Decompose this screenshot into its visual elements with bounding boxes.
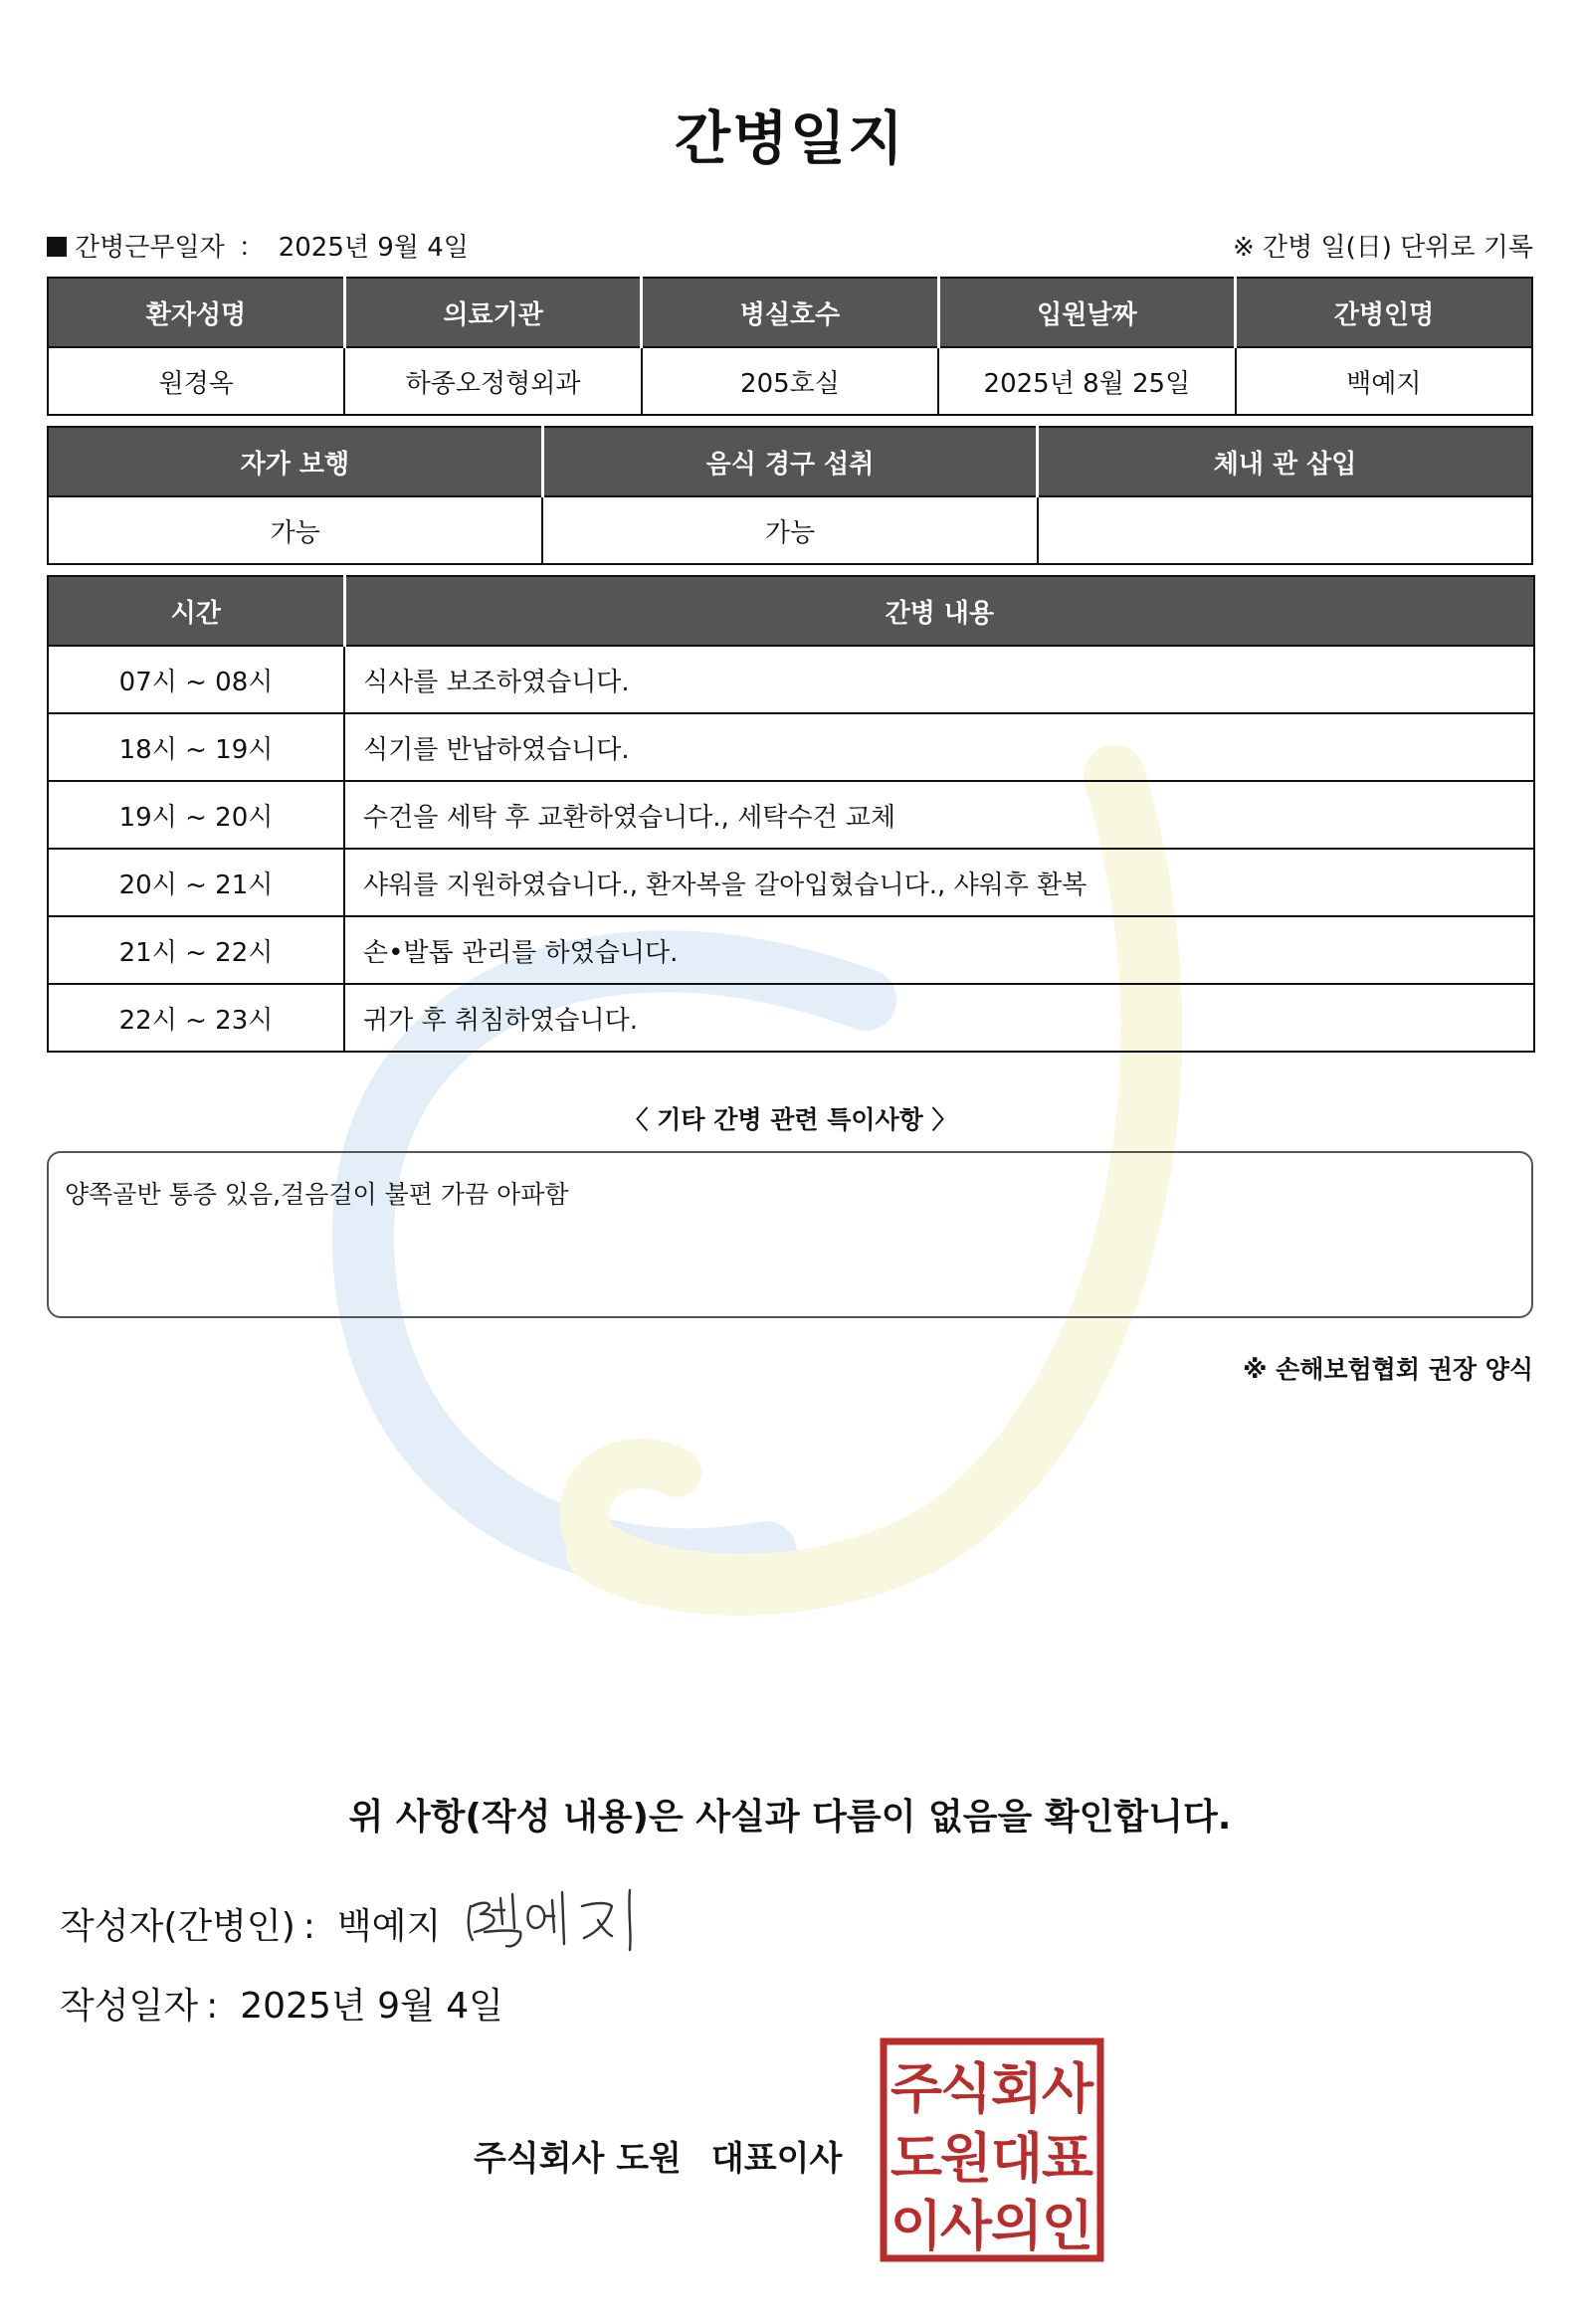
table-row <box>48 781 1534 849</box>
record-unit-note: ※ 간병 일(日) 단위로 기록 <box>1232 233 1533 263</box>
time-cell: 19시 ~ 20시 <box>48 781 344 849</box>
document-title: 간병일지 <box>674 104 906 172</box>
content-cell: 식기를 반납하였습니다. <box>344 713 1534 781</box>
write-date-colon: : <box>206 1986 219 2027</box>
caregiver-name: 백예지 <box>1236 347 1532 415</box>
company-name: 주식회사 도원 <box>474 2139 682 2179</box>
admission-date: 2025년 8월 25일 <box>938 347 1235 415</box>
seal-char: 이 <box>889 2195 943 2257</box>
work-date-line <box>47 227 469 264</box>
room-number: 205호실 <box>642 347 938 415</box>
table-row <box>48 849 1534 916</box>
care-log-table <box>47 575 1535 1053</box>
table-row <box>48 646 1534 713</box>
time-cell: 22시 ~ 23시 <box>48 984 344 1052</box>
work-date-value: 2025년 9월 4일 <box>278 233 469 263</box>
square-bullet-icon <box>47 237 67 257</box>
seal-char: 사 <box>939 2195 993 2257</box>
patient-info-table <box>47 277 1533 416</box>
patient-info-value-row <box>48 347 1532 415</box>
header-room: 병실호수 <box>642 278 938 347</box>
header-admission-date: 입원날짜 <box>938 278 1235 347</box>
seal-char: 사 <box>1041 2057 1094 2120</box>
remarks-text: 양쪽골반 통증 있음,걸음걸이 불편 가끔 아파함 <box>65 1180 569 1209</box>
form-source-note: ※ 손해보험협회 권장 양식 <box>1243 1355 1533 1384</box>
time-cell: 18시 ~ 19시 <box>48 713 344 781</box>
header-tube-insertion: 체내 관 삽입 <box>1038 427 1532 496</box>
write-date-label: 작성일자 <box>60 1986 199 2027</box>
seal-char: 도 <box>889 2127 943 2190</box>
header-time: 시간 <box>48 576 344 646</box>
content-cell: 수건을 세탁 후 교환하였습니다., 세탁수건 교체 <box>344 781 1534 849</box>
time-cell: 21시 ~ 22시 <box>48 916 344 984</box>
seal-char: 식 <box>939 2057 993 2120</box>
header-oral-intake: 음식 경구 섭취 <box>542 427 1037 496</box>
handwritten-signature <box>463 1876 642 1956</box>
content-cell: 귀가 후 취침하였습니다. <box>344 984 1534 1052</box>
seal-char: 인 <box>1041 2195 1094 2257</box>
seal-characters <box>890 2057 1094 2257</box>
content-cell: 손•발톱 관리를 하였습니다. <box>344 916 1534 984</box>
patient-status-header-row <box>48 427 1532 496</box>
seal-char: 주 <box>889 2057 943 2120</box>
write-date-value: 2025년 9월 4일 <box>240 1986 503 2027</box>
oral-intake-value: 가능 <box>542 496 1037 564</box>
patient-status-table <box>47 426 1533 565</box>
company-line <box>474 2131 842 2180</box>
header-patient-name: 환자성명 <box>48 278 344 347</box>
seal-char: 의 <box>990 2195 1044 2257</box>
care-log-header-row <box>48 576 1534 646</box>
confirmation-statement: 위 사항(작성 내용)은 사실과 다름이 없음을 확인합니다. <box>348 1797 1232 1838</box>
seal-char: 표 <box>1041 2127 1094 2190</box>
writer-name: 백예지 <box>336 1906 442 1947</box>
writer-colon: : <box>302 1906 315 1947</box>
tube-insertion-value <box>1038 496 1532 564</box>
writer-line <box>60 1898 441 1949</box>
work-date-label: 간병근무일자 <box>75 233 225 263</box>
table-row <box>48 916 1534 984</box>
hospital-name: 하종오정형외과 <box>344 347 641 415</box>
header-care-content: 간병 내용 <box>344 576 1534 646</box>
seal-char: 원 <box>939 2127 993 2190</box>
self-walking-value: 가능 <box>48 496 542 564</box>
time-cell: 07시 ~ 08시 <box>48 646 344 713</box>
remarks-box <box>47 1151 1533 1318</box>
seal-char: 대 <box>990 2127 1044 2190</box>
content-cell: 샤워를 지원하였습니다., 환자복을 갈아입혔습니다., 샤워후 환복 <box>344 849 1534 916</box>
content-cell: 식사를 보조하였습니다. <box>344 646 1534 713</box>
remarks-title: 〈 기타 간병 관련 특이사항 〉 <box>623 1105 957 1134</box>
patient-status-value-row <box>48 496 1532 564</box>
time-cell: 20시 ~ 21시 <box>48 849 344 916</box>
header-caregiver-name: 간병인명 <box>1236 278 1532 347</box>
seal-char: 회 <box>990 2057 1044 2120</box>
header-self-walking: 자가 보행 <box>48 427 542 496</box>
work-date-colon: ： <box>238 233 265 263</box>
table-row <box>48 713 1534 781</box>
patient-info-header-row <box>48 278 1532 347</box>
writer-label: 작성자(간병인) <box>60 1906 296 1947</box>
company-seal-stamp <box>880 2037 1104 2262</box>
company-representative-title: 대표이사 <box>710 2139 843 2179</box>
header-hospital: 의료기관 <box>344 278 641 347</box>
table-row <box>48 984 1534 1052</box>
patient-name: 원경옥 <box>48 347 344 415</box>
write-date-line <box>60 1978 503 2029</box>
